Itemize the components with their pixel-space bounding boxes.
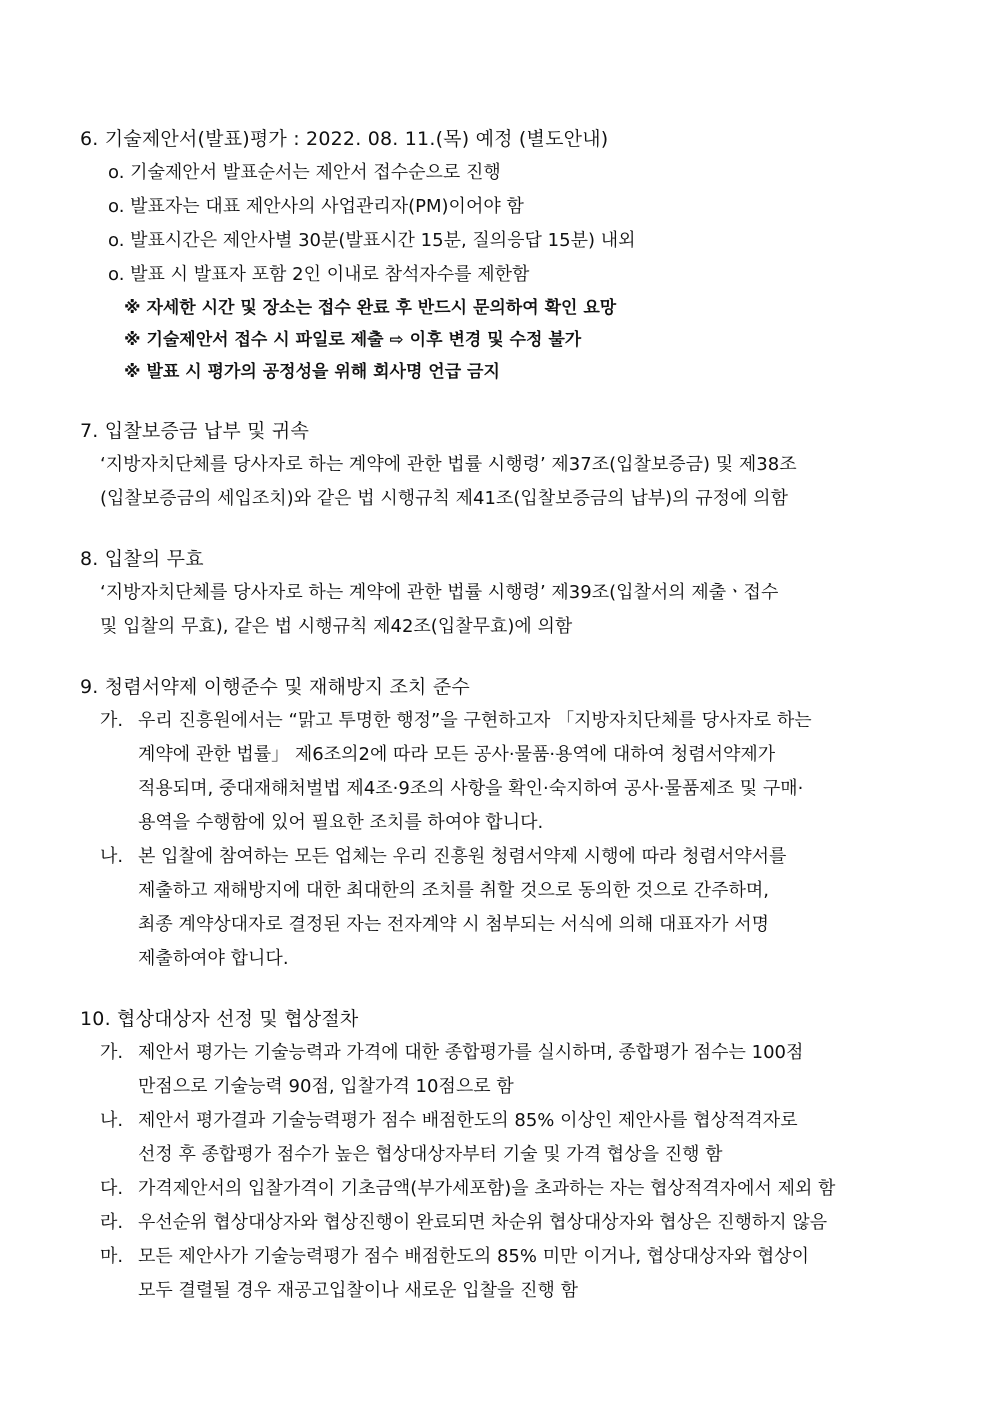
list-item (80, 1172, 914, 1206)
paragraph-line: (입찰보증금의 세입조치)와 같은 법 시행규칙 제41조(입찰보증금의 납부)의 규정에 의함 (100, 488, 788, 509)
item-marker: 마. (100, 1246, 124, 1267)
item-marker: 가. (100, 1042, 124, 1063)
item-marker: 라. (100, 1212, 124, 1233)
note-item: ※ 기술제안서 접수 시 파일로 제출 ⇨ 이후 변경 및 수정 불가 (124, 330, 582, 350)
list-item (80, 840, 914, 976)
section-8 (80, 542, 914, 644)
bullet-item: o. 기술제안서 발표순서는 제안서 접수순으로 진행 (108, 162, 501, 183)
item-line: 선정 후 종합평가 점수가 높은 협상대상자부터 기술 및 가격 협상을 진행 함 (138, 1144, 723, 1165)
section-heading: 9. 청렴서약제 이행준수 및 재해방지 조치 준수 (80, 676, 470, 698)
section-9 (80, 670, 914, 976)
paragraph-line: 및 입찰의 무효), 같은 법 시행규칙 제42조(입찰무효)에 의함 (100, 616, 573, 637)
item-line: 적용되며, 중대재해처벌법 제4조·9조의 사항을 확인·숙지하여 공사·물품제조 및 구매· (138, 778, 804, 799)
item-line: 만점으로 기술능력 90점, 입찰가격 10점으로 함 (138, 1076, 514, 1097)
item-line: 우리 진흥원에서는 “맑고 투명한 행정”을 구현하고자 「지방자치단체를 당사자로 하는 (138, 710, 812, 731)
item-line: 제안서 평가는 기술능력과 가격에 대한 종합평가를 실시하며, 종합평가 점수는 100점 (138, 1042, 804, 1063)
note-item: ※ 발표 시 평가의 공정성을 위해 회사명 언급 금지 (124, 362, 500, 382)
section-heading: 6. 기술제안서(발표)평가 : 2022. 08. 11.(목) 예정 (별도안내) (80, 128, 609, 150)
item-marker: 가. (100, 710, 124, 731)
item-line: 계약에 관한 법률」 제6조의2에 따라 모든 공사·물품·용역에 대하여 청렴서약제가 (138, 744, 776, 765)
item-line: 모두 결렬될 경우 재공고입찰이나 새로운 입찰을 진행 함 (138, 1280, 578, 1301)
item-marker: 나. (100, 846, 124, 867)
item-line: 제출하여야 합니다. (138, 948, 289, 969)
list-item (80, 1104, 914, 1172)
bullet-item: o. 발표자는 대표 제안사의 사업관리자(PM)이어야 함 (108, 196, 524, 217)
section-6 (80, 122, 914, 388)
note-item: ※ 자세한 시간 및 장소는 접수 완료 후 반드시 문의하여 확인 요망 (124, 298, 617, 318)
item-line: 제출하고 재해방지에 대한 최대한의 조치를 취할 것으로 동의한 것으로 간주하며, (138, 880, 770, 901)
item-line: 제안서 평가결과 기술능력평가 점수 배점한도의 85% 이상인 제안사를 협상적격자로 (138, 1110, 798, 1131)
section-heading: 7. 입찰보증금 납부 및 귀속 (80, 420, 310, 442)
item-marker: 다. (100, 1178, 124, 1199)
item-marker: 나. (100, 1110, 124, 1131)
item-line: 가격제안서의 입찰가격이 기초금액(부가세포함)을 초과하는 자는 협상적격자에서 제외 함 (138, 1178, 836, 1199)
item-line: 용역을 수행함에 있어 필요한 조치를 하여야 합니다. (138, 812, 544, 833)
bullet-item: o. 발표시간은 제안사별 30분(발표시간 15분, 질의응답 15분) 내외 (108, 230, 636, 251)
section-heading: 8. 입찰의 무효 (80, 548, 204, 570)
bullet-item: o. 발표 시 발표자 포함 2인 이내로 참석자수를 제한함 (108, 264, 530, 285)
item-line: 최종 계약상대자로 결정된 자는 전자계약 시 첨부되는 서식에 의해 대표자가 서명 (138, 914, 770, 935)
paragraph-line: ‘지방자치단체를 당사자로 하는 계약에 관한 법률 시행령’ 제37조(입찰보증금) 및 제38조 (100, 454, 797, 475)
list-item (80, 1036, 914, 1104)
item-line: 모든 제안사가 기술능력평가 점수 배점한도의 85% 미만 이거나, 협상대상자와 협상이 (138, 1246, 810, 1267)
section-7 (80, 414, 914, 516)
section-heading: 10. 협상대상자 선정 및 협상절차 (80, 1008, 359, 1030)
paragraph-line: ‘지방자치단체를 당사자로 하는 계약에 관한 법률 시행령’ 제39조(입찰서의 제출ㆍ접수 (100, 582, 779, 603)
document-page (80, 122, 914, 1308)
list-item (80, 1240, 914, 1308)
list-item (80, 704, 914, 840)
item-line: 본 입찰에 참여하는 모든 업체는 우리 진흥원 청렴서약제 시행에 따라 청렴서약서를 (138, 846, 787, 867)
list-item (80, 1206, 914, 1240)
section-10 (80, 1002, 914, 1308)
item-line: 우선순위 협상대상자와 협상진행이 완료되면 차순위 협상대상자와 협상은 진행하지 않음 (138, 1212, 828, 1233)
